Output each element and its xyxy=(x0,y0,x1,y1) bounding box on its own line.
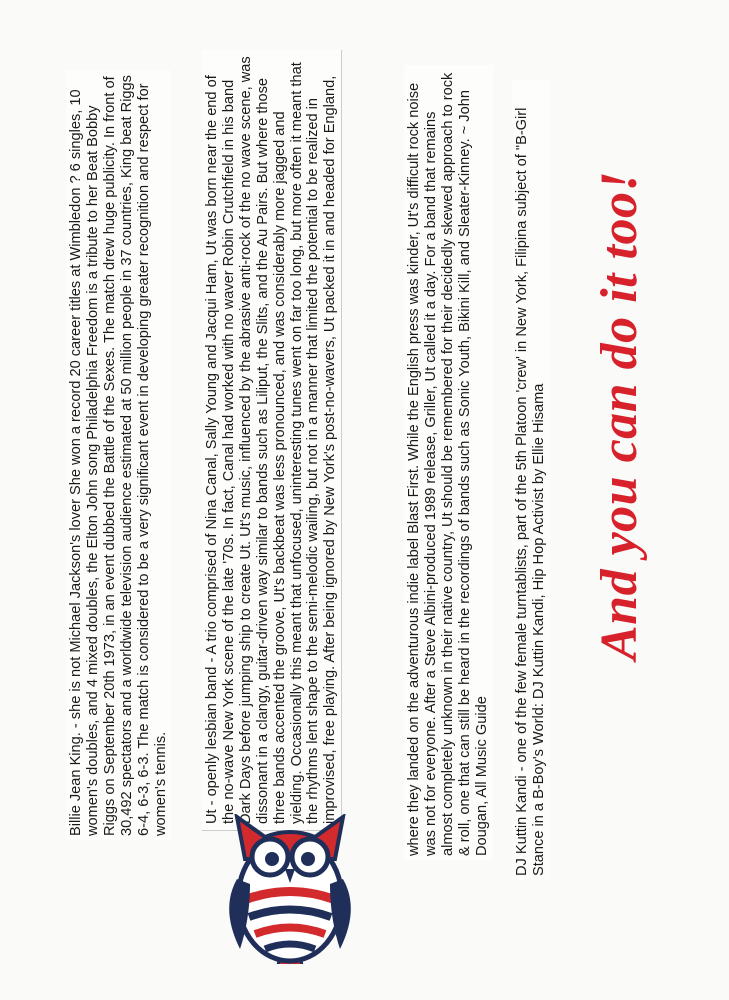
dj-kuttin-kandi-text: DJ Kuttin Kandi - one of the few female turntablists, part of the 5th Platoon 'crew' in New York, Filipina subject of "B-Girl Stance in a B-Boy's World: DJ Kuttin Kandi, Hip Hop Activist by Ellie Hisama xyxy=(514,107,547,876)
owl-sticker-icon xyxy=(190,814,390,964)
clipping-ut xyxy=(202,50,341,830)
clipping-ut-continued xyxy=(404,65,493,860)
billie-jean-king-text: Billie Jean King. - she is not Michael Jackson's lover She won a record 20 career titles at Wimbledon ? 6 singles, 10 women's doubles, and 4 mixed doubles, the Elton John song Philadelphia Freedom is a tribute to her Beat Bobby Riggs on September 20th 1973, in an event dubbed the Battle of the Sexes. The match drew huge publicity. In front of 30,492 spectators and a worldwide television audience estimated at 50 million people in 37 countries, King beat Riggs 6-4, 6-3, 6-3. The match is considered to be a very significant event in developing greater recognition and respect for women's tennis. xyxy=(68,75,169,836)
clipping-dj-kuttin-kandi xyxy=(512,80,550,880)
slogan-headline: And you can do it too! xyxy=(591,170,648,660)
clipping-billie-jean-king xyxy=(66,70,171,840)
ut-continued-text: where they landed on the adventurous indie label Blast First. While the English press was kinder, Ut's difficult rock noise was not for everyone. After a Steve Albini-produced 1989 release, Griller, Ut called it a day. For a band that remains almost completely unknown in their native country, Ut should be remembered for their decidedly skewed approach to rock & roll, one that can still be heard in the recordings of bands such as Sonic Youth, Bikini Kill, and Sleater-Kinney. ~ John Dougan, All Music Guide xyxy=(406,72,490,856)
ut-text: Ut - openly lesbian band - A trio comprised of Nina Canal, Sally Young and Jacqui Ham, Ut was born near the end of the no-wave New York scene of the late '70s. In fact, Canal had worked with no waver Robin Crutchfield in his band Dark Days before jumping ship to create Ut. Ut's music, influenced by the abrasive anti-rock of the no wave scene, was dissonant in a clangy, guitar-driven way similar to bands such as Liliput, the Slits, and the Au Pairs. But where those three bands accented the groove, Ut's backbeat was less pronounced, and was considerably more jagged and yielding. Occasionally this meant that unfocused, uninteresting tunes went on far too long, but more often it meant that the rhythms lent shape to the semi-melodic wailing, but not in a manner that limited the potential to be realized in improvised, free playing. After being ignored by New York's post-no-wavers, Ut packed it in and headed for England, xyxy=(204,56,339,824)
